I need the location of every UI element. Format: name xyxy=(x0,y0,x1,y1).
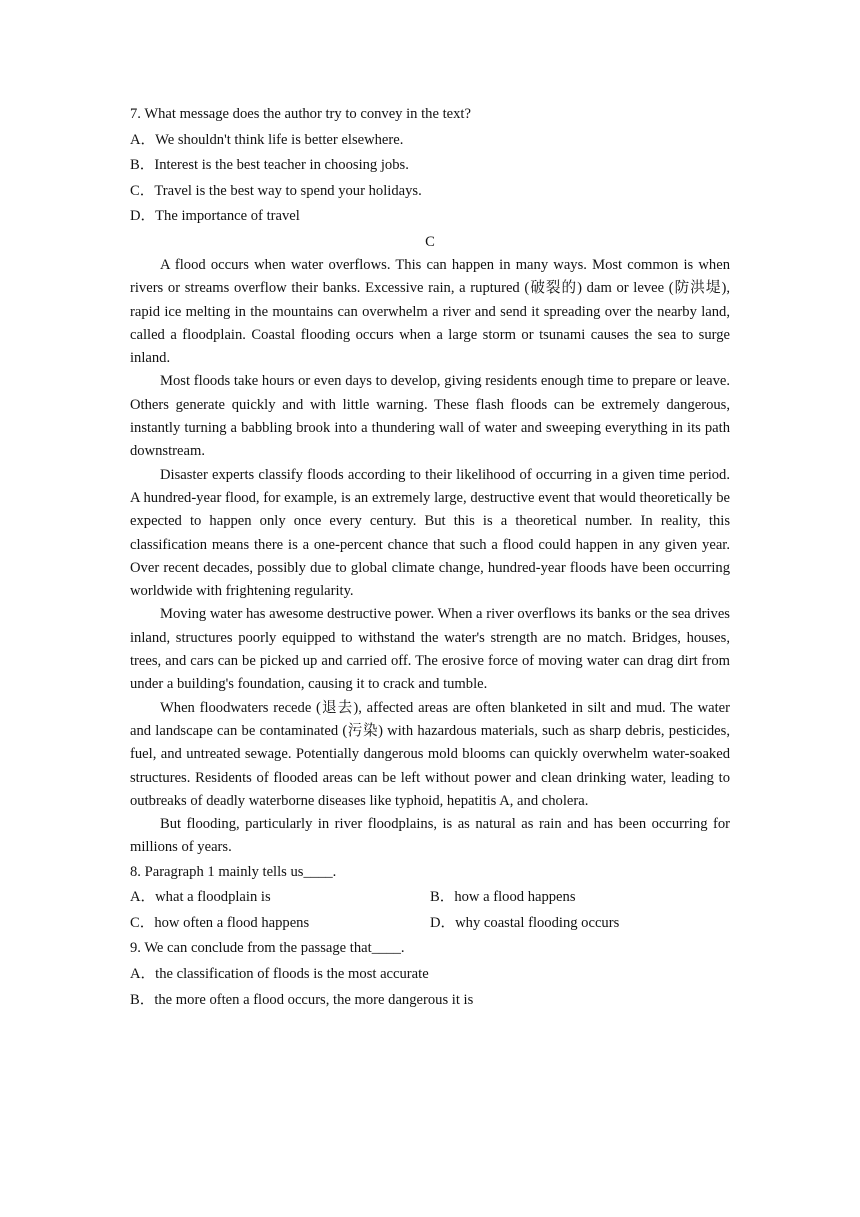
question-8-option-a: A．what a floodplain is xyxy=(130,889,271,906)
question-7-option-c: C．Travel is the best way to spend your holidays. xyxy=(130,182,422,199)
question-8-option-b: B．how a flood happens xyxy=(430,889,576,906)
question-9-option-a: A．the classification of floods is the most accurate xyxy=(130,966,429,983)
question-7-stem: 7. What message does the author try to convey in the text? xyxy=(130,106,471,122)
question-9 xyxy=(130,936,730,1013)
question-8-option-d: D．why coastal flooding occurs xyxy=(430,914,620,931)
question-7-option-a: A．We shouldn't think life is better elsewhere. xyxy=(130,131,404,148)
question-7 xyxy=(130,102,730,230)
reading-passage xyxy=(130,254,730,860)
passage-paragraph-5: When floodwaters recede (退去), affected areas are often blanketed in silt and mud. The water and landscape can be contaminated (污染) with hazardous materials, such as sharp debris, pesticides, fuel, and untreated sewage. Potentially dangerous mold blooms can quickly overwhelm water-soaked structures. Residents of flooded areas can be left without power and clean drinking water, leading to outbreaks of deadly waterborne diseases like typhoid, hepatitis A, and cholera. xyxy=(130,699,730,809)
question-8 xyxy=(130,860,730,937)
passage-paragraph-6: But flooding, particularly in river floodplains, is as natural as rain and has been occurring for millions of years. xyxy=(130,816,730,856)
question-7-option-d: D．The importance of travel xyxy=(130,208,300,225)
question-8-option-c: C．how often a flood happens xyxy=(130,914,310,931)
question-8-stem: 8. Paragraph 1 mainly tells us____. xyxy=(130,863,337,880)
passage-paragraph-2: Most floods take hours or even days to develop, giving residents enough time to prepare or leave. Others generate quickly and with little warning. These flash floods can be extremely dangerous, instantly turning a babbling brook into a thundering wall of water and sweeping everything in its path downstream. xyxy=(130,373,730,460)
question-9-stem: 9. We can conclude from the passage that____. xyxy=(130,940,405,957)
passage-paragraph-1: A flood occurs when water overflows. This can happen in many ways. Most common is when rivers or streams overflow their banks. Excessive rain, a ruptured (破裂的) dam or levee (防洪堤), rapid ice melting in the mountains can overwhelm a river and send it spreading over the nearby land, called a floodplain. Coastal flooding occurs when a large storm or tsunami causes the sea to surge inland. xyxy=(130,256,730,367)
question-8-options-row-2 xyxy=(130,911,730,937)
passage-paragraph-4: Moving water has awesome destructive power. When a river overflows its banks or the sea drives inland, structures poorly equipped to withstand the water's strength are no match. Bridges, houses, trees, and cars can be picked up and carried off. The erosive force of moving water can drag dirt from under a building's foundation, causing it to crack and tumble. xyxy=(130,606,730,693)
question-8-options-row-1 xyxy=(130,885,730,911)
section-heading: C xyxy=(425,233,435,250)
question-9-option-b: B．the more often a flood occurs, the more dangerous it is xyxy=(130,991,474,1008)
question-7-option-b: B．Interest is the best teacher in choosing jobs. xyxy=(130,157,409,174)
passage-paragraph-3: Disaster experts classify floods according to their likelihood of occurring in a given time period. A hundred-year flood, for example, is an extremely large, destructive event that would theoretically be expected to happen only once every century. But this is a theoretical number. In reality, this classification means there is a one-percent chance that such a flood could happen in any given year. Over recent decades, possibly due to global climate change, hundred-year floods have been occurring worldwide with frightening regularity. xyxy=(130,466,730,600)
document-page xyxy=(130,102,730,1013)
